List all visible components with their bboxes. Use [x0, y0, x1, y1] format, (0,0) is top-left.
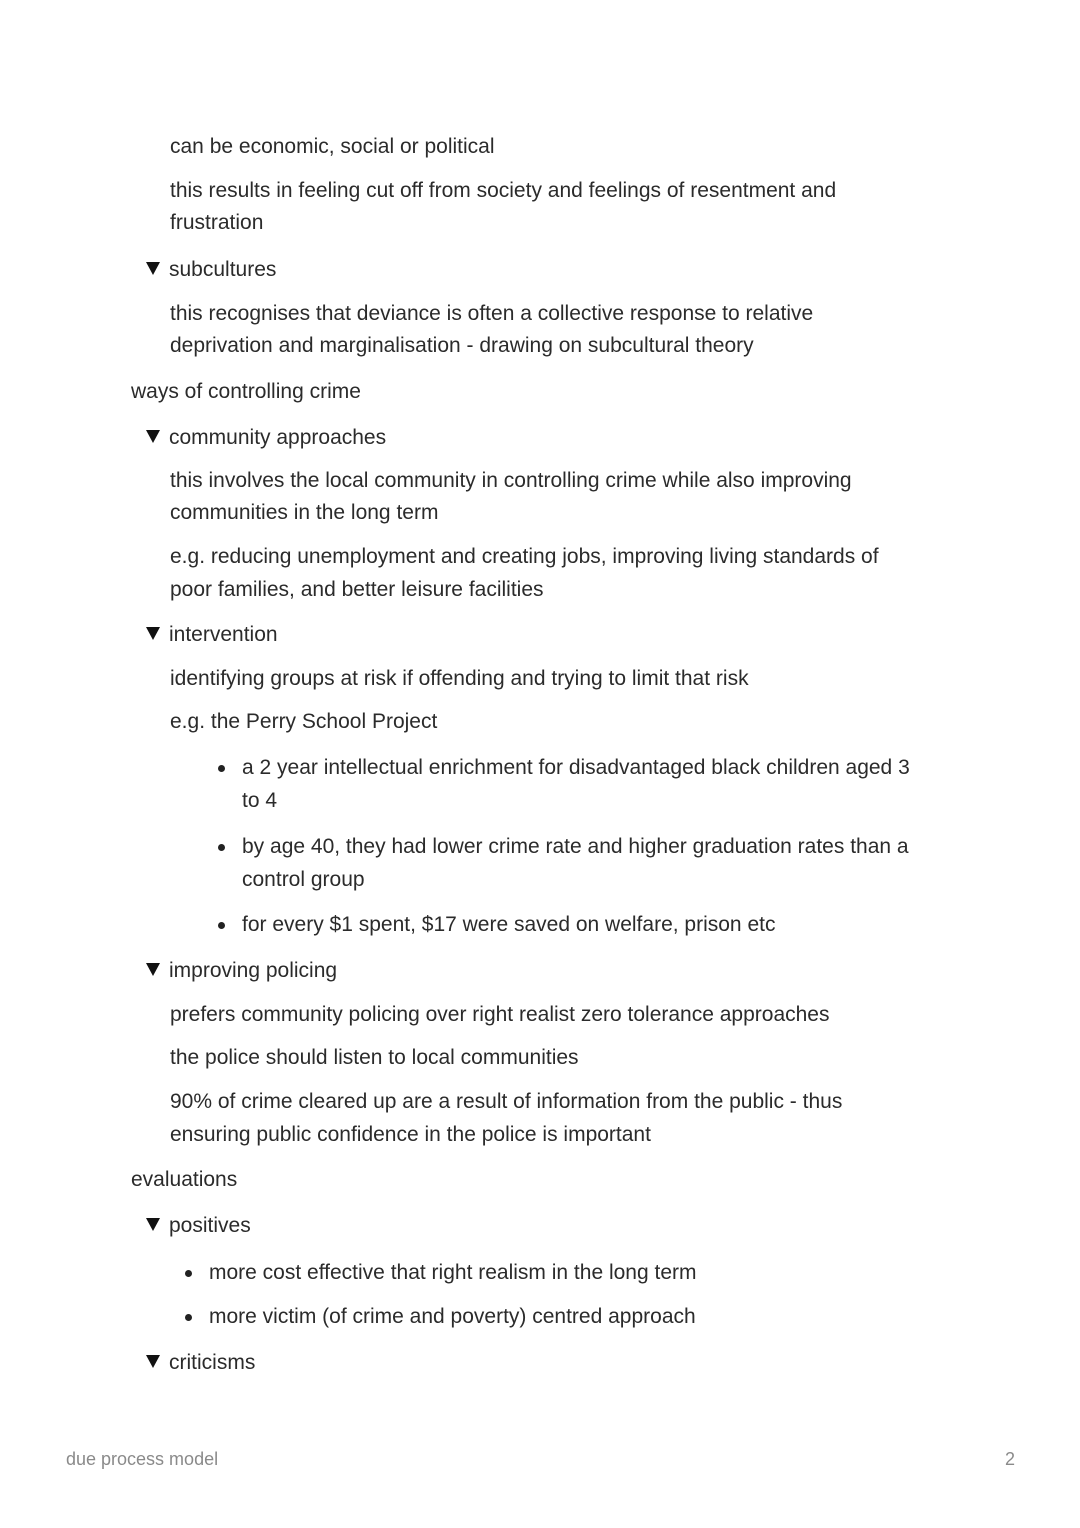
- toggle-label: intervention: [169, 623, 278, 646]
- text-line: ensuring public confidence in the police is important: [170, 1123, 651, 1146]
- toggle-intervention[interactable]: [146, 618, 278, 651]
- toggle-improving-policing[interactable]: [146, 954, 337, 987]
- toggle-community-approaches[interactable]: [146, 421, 386, 454]
- text-line: this recognises that deviance is often a collective response to relative: [170, 302, 814, 325]
- text-line: e.g. reducing unemployment and creating jobs, improving living standards of: [170, 545, 879, 568]
- collapse-triangle-icon[interactable]: [146, 430, 160, 443]
- bullet-icon: [218, 922, 225, 929]
- bullet-icon: [185, 1270, 192, 1277]
- collapse-triangle-icon[interactable]: [146, 1218, 160, 1231]
- toggle-label: criticisms: [169, 1351, 256, 1374]
- list-item: more cost effective that right realism in the long term: [209, 1261, 697, 1284]
- list-item: to 4: [242, 789, 278, 812]
- page-number: 2: [1004, 1449, 1015, 1469]
- list-item: more victim (of crime and poverty) centred approach: [209, 1305, 696, 1328]
- toggle-positives[interactable]: [146, 1209, 251, 1242]
- text-line: this results in feeling cut off from society and feelings of resentment and: [170, 179, 837, 202]
- toggle-label: subcultures: [169, 258, 277, 281]
- toggle-label: positives: [169, 1214, 251, 1237]
- footer-title: due process model: [66, 1449, 219, 1469]
- text-line: frustration: [170, 211, 264, 234]
- text-line: poor families, and better leisure facilities: [170, 578, 544, 601]
- list-item: by age 40, they had lower crime rate and higher graduation rates than a: [242, 835, 909, 858]
- toggle-label: improving policing: [169, 959, 338, 982]
- text-line: deprivation and marginalisation - drawing on subcultural theory: [170, 334, 754, 357]
- toggle-label: community approaches: [169, 426, 387, 449]
- list-item: control group: [242, 868, 365, 891]
- toggle-criticisms[interactable]: [146, 1346, 255, 1379]
- collapse-triangle-icon[interactable]: [146, 1355, 160, 1368]
- bullet-icon: [218, 765, 225, 772]
- section-heading: ways of controlling crime: [131, 380, 361, 403]
- text-line: communities in the long term: [170, 501, 439, 524]
- list-item: for every $1 spent, $17 were saved on welfare, prison etc: [242, 913, 776, 936]
- text-line: this involves the local community in controlling crime while also improving: [170, 469, 852, 492]
- list-item: a 2 year intellectual enrichment for disadvantaged black children aged 3: [242, 756, 910, 779]
- toggle-subcultures[interactable]: [146, 253, 276, 286]
- collapse-triangle-icon[interactable]: [146, 627, 160, 640]
- text-line: the police should listen to local communities: [170, 1046, 579, 1069]
- text-line: 90% of crime cleared up are a result of information from the public - thus: [170, 1090, 843, 1113]
- collapse-triangle-icon[interactable]: [146, 262, 160, 275]
- text-line: prefers community policing over right realist zero tolerance approaches: [170, 1003, 830, 1026]
- text-line: e.g. the Perry School Project: [170, 710, 438, 733]
- text-line: identifying groups at risk if offending and trying to limit that risk: [170, 667, 749, 690]
- bullet-icon: [218, 844, 225, 851]
- section-heading: evaluations: [131, 1168, 238, 1191]
- collapse-triangle-icon[interactable]: [146, 963, 160, 976]
- bullet-icon: [185, 1314, 192, 1321]
- text-line: can be economic, social or political: [170, 135, 495, 158]
